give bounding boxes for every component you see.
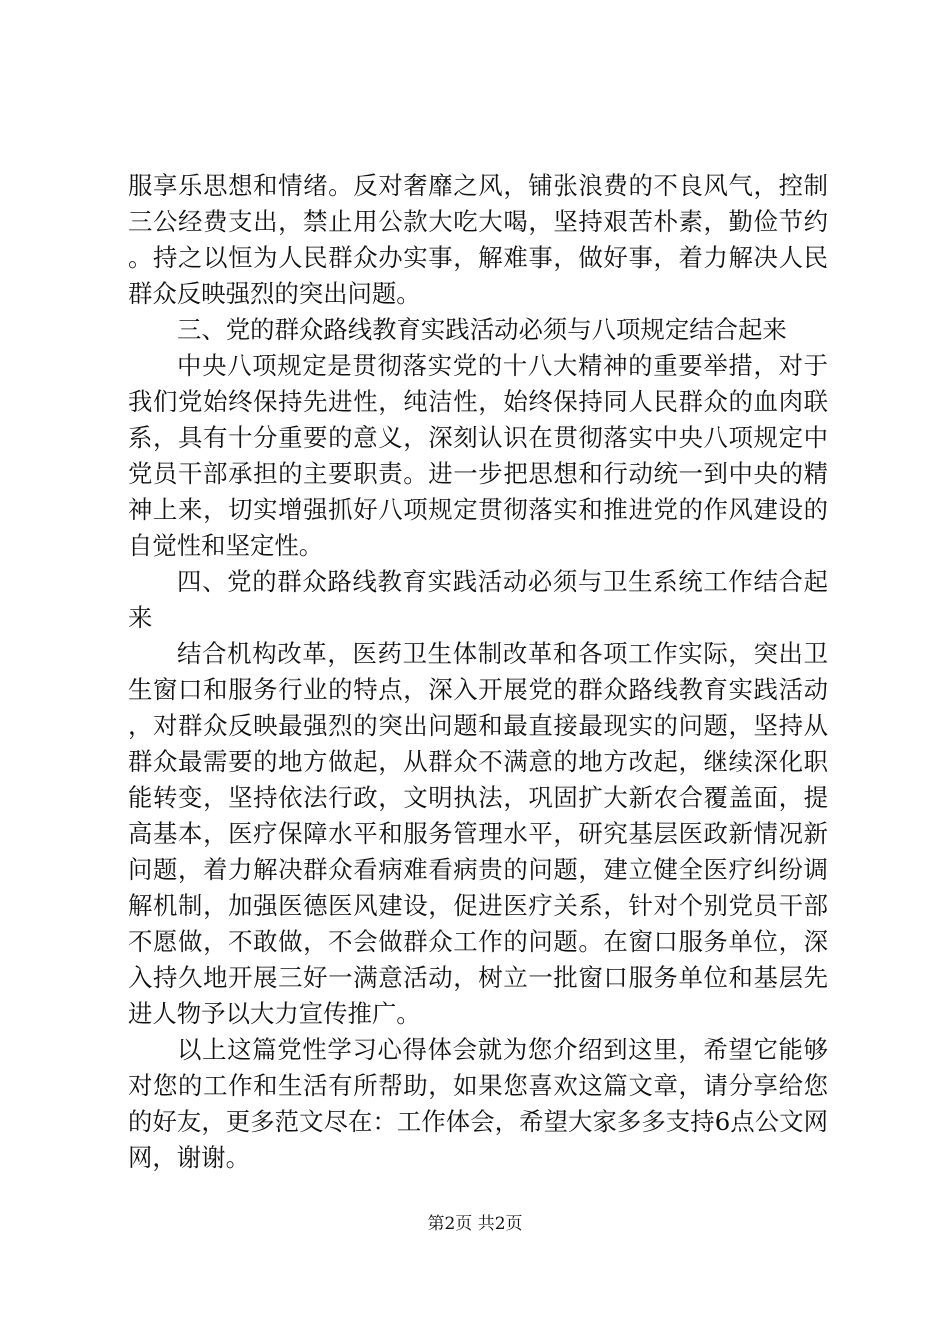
paragraph-closing: 以上这篇党性学习心得体会就为您介绍到这里，希望它能够对您的工作和生活有所帮助，如果您喜欢这篇文章，请分享给您的好友，更多范文尽在：工作体会，希望大家多多支持6点公文网网，谢谢。 <box>128 1035 828 1172</box>
section-heading-four: 四、党的群众路线教育实践活动必须与卫生系统工作结合起来 <box>128 567 828 632</box>
page-footer: 第2页 共2页 <box>427 1214 523 1234</box>
paragraph-health-system: 结合机构改革，医药卫生体制改革和各项工作实际，突出卫生窗口和服务行业的特点，深入开展党的群众路线教育实践活动，对群众反映最强烈的突出问题和最直接最现实的问题，坚持从群众最需要的地方做起，从群众不满意的地方改起，继续深化职能转变，坚持依法行政，文明执法，巩固扩大新农合覆盖面，提高基本，医疗保障水平和服务管理水平，研究基层医政新情况新问题，着力解决群众看病难看病贵的问题，建立健全医疗纠纷调解机制，加强医德医风建设，促进医疗关系，针对个别党员干部不愿做，不敢做，不会做群众工作的问题。在窗口服务单位，深入持久地开展三好一满意活动，树立一批窗口服务单位和基层先进人物予以大力宣传推广。 <box>128 639 828 1028</box>
paragraph-continued: 服享乐思想和情绪。反对奢靡之风，铺张浪费的不良风气，控制三公经费支出，禁止用公款大吃大喝，坚持艰苦朴素，勤俭节约。持之以恒为人民群众办实事，解难事，做好事，着力解决人民群众反映强烈的突出问题。 <box>128 171 828 308</box>
section-heading-three: 三、党的群众路线教育实践活动必须与八项规定结合起来 <box>177 315 787 344</box>
document-body <box>128 168 828 1176</box>
paragraph-eight-rules: 中央八项规定是贯彻落实党的十八大精神的重要举措，对于我们党始终保持先进性，纯洁性，始终保持同人民群众的血肉联系，具有十分重要的意义，深刻认识在贯彻落实中央八项规定中党员干部承担的主要职责。进一步把思想和行动统一到中央的精神上来，切实增强抓好八项规定贯彻落实和推进党的作风建设的自觉性和坚定性。 <box>128 351 828 560</box>
